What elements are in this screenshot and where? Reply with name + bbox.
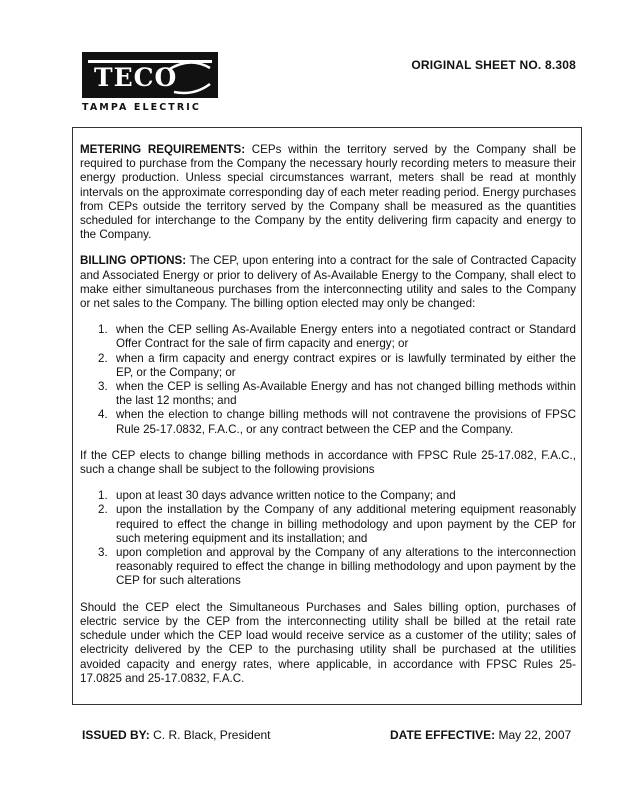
list-item: [80, 352, 576, 380]
list-item-number: 2.: [98, 351, 108, 365]
issued-by-label: ISSUED BY:: [82, 728, 150, 742]
list-item: [80, 489, 576, 503]
list-item-number: 3.: [98, 380, 108, 394]
change-provisions-list: [80, 489, 576, 588]
logo-word: TECO: [94, 63, 178, 92]
billing-change-conditions-list: [80, 323, 576, 437]
list-item-text: upon at least 30 days advance written notice to the Company; and: [116, 489, 456, 503]
issued-by-value: C. R. Black, President: [149, 728, 271, 742]
list-item-number: 1.: [98, 323, 108, 337]
list-item: [80, 380, 576, 408]
date-effective-label: DATE EFFECTIVE:: [390, 728, 496, 742]
metering-text: CEPs within the territory served by the Company shall be required to purchase from the Company the necessary hourly recording meters to measure their energy production. Unless special circumstances warrant, meters shall be read at monthly intervals on the approximate corresponding day of each meter reading period. Energy purchases from CEPs outside the territory served by the Company shall be measured as the quantities scheduled for interchange to the Company by the entity delivering firm capacity and energy to the Company.: [80, 143, 576, 242]
issued-by: [82, 728, 271, 742]
list-item-text: when the CEP selling As-Available Energy enters into a negotiated contract or Standard Offer Contract for the sale of firm capacity and energy; or: [116, 323, 576, 351]
list-item: [80, 546, 576, 589]
billing-heading: BILLING OPTIONS:: [80, 254, 187, 268]
billing-text: The CEP, upon entering into a contract for the sale of Contracted Capacity and Associated Energy or prior to delivery of As-Available Energy to the Company, shall elect to make either simultaneous purchases from the interconnecting utility and sales to the Company or net sales to the Company. The billing option elected may only be changed:: [80, 254, 576, 311]
tariff-content-box: [72, 127, 582, 705]
list-item-number: 2.: [98, 503, 108, 517]
company-logo: [82, 52, 222, 113]
metering-paragraph: [80, 143, 576, 242]
teco-logo-icon: [82, 52, 218, 98]
teco-logo-mark: [82, 52, 218, 98]
metering-heading: METERING REQUIREMENTS:: [80, 143, 246, 156]
date-effective-value: May 22, 2007: [495, 728, 572, 742]
billing-paragraph: [80, 254, 576, 311]
simultaneous-purchases-paragraph: Should the CEP elect the Simultaneous Purchases and Sales billing option, purchases of electric service by the CEP from the interconnecting utility shall be billed at the retail rate schedule under which the CEP load would receive service as a customer of the utility; sales of electricity delivered by the CEP to the purchasing utility shall be purchased at the utilities avoided capacity and energy rates, where applicable, in accordance with FPSC Rules 25-17.0825 and 25-17.0832, F.A.C.: [80, 600, 576, 685]
list-item: [80, 503, 576, 546]
list-item-number: 4.: [98, 408, 108, 422]
list-item: [80, 323, 576, 351]
list-item-text: when a firm capacity and energy contract expires or is lawfully terminated by either the EP, or the Company; or: [116, 351, 576, 379]
change-provisions-paragraph: If the CEP elects to change billing methods in accordance with FPSC Rule 25-17.082, F.A.C., such a change shall be subject to the following provisions: [80, 448, 576, 477]
list-item-number: 3.: [98, 546, 108, 560]
date-effective: [390, 728, 571, 742]
list-item-text: upon the installation by the Company of any additional metering equipment reasonably required to effect the change in billing methodology and upon payment by the CEP for such metering equipment and its installation; and: [116, 503, 576, 545]
list-item-text: when the election to change billing methods will not contravene the provisions of FPSC Rule 25-17.0832, F.A.C., or any contract between the CEP and the Company.: [116, 408, 576, 436]
list-item-text: upon completion and approval by the Company of any alterations to the interconnection reasonably required to effect the change in billing methodology and upon payment by the CEP for such alterations: [116, 546, 576, 588]
list-item: [80, 408, 576, 436]
list-item-number: 1.: [98, 489, 108, 503]
list-item-text: when the CEP is selling As-Available Energy and has not changed billing methods within the last 12 months; and: [116, 380, 576, 408]
logo-subtitle: TAMPA ELECTRIC: [82, 102, 202, 113]
sheet-number: ORIGINAL SHEET NO. 8.308: [411, 58, 576, 72]
